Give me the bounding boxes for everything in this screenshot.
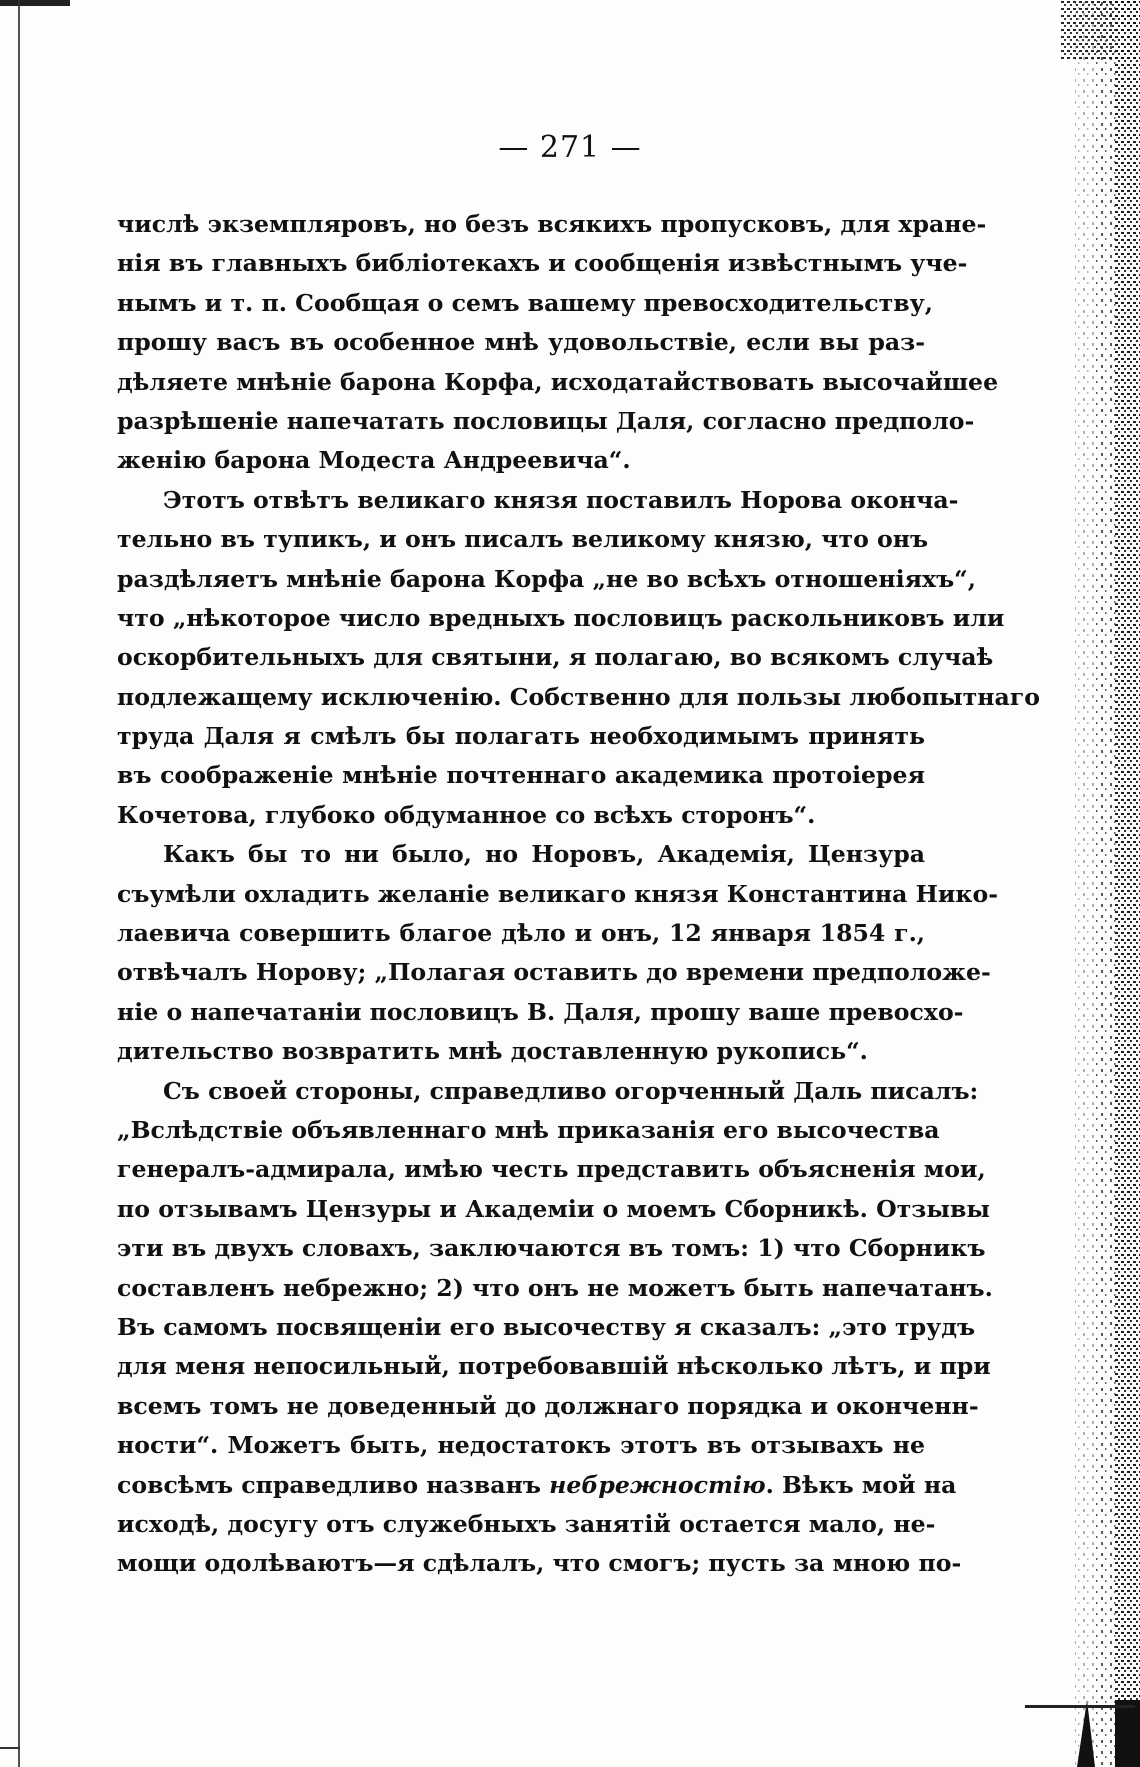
text-line: Кочетова, глубоко обдуманное со всѣхъ сторонъ“.: [117, 800, 816, 829]
text-line: исходѣ, досугу отъ служебныхъ занятій остается мало, не-: [117, 1509, 936, 1538]
text-line: Какъ бы то ни было, но Норовъ, Академія, Цензура: [163, 840, 925, 869]
text-line: мощи одолѣваютъ—я сдѣлалъ, что смогъ; пусть за мною по-: [117, 1549, 962, 1578]
text-line: разрѣшеніе напечатать пословицы Даля, согласно предполо-: [117, 406, 975, 435]
scan-edge-top: [0, 0, 70, 6]
text-line: дительство возвратить мнѣ доставленную рукопись“.: [117, 1037, 868, 1066]
text-line: числѣ экземпляровъ, но безъ всякихъ пропусковъ, для хране-: [117, 210, 987, 238]
text-line: составленъ небрежно; 2) что онъ не можетъ быть напечатанъ.: [117, 1273, 993, 1302]
text-line: по отзывамъ Цензуры и Академіи о моемъ Сборникѣ. Отзывы: [117, 1194, 991, 1223]
scan-edge-bottom: [0, 1747, 20, 1749]
text-line: генералъ-адмирала, имѣю честь представить объясненія мои,: [117, 1155, 986, 1184]
text-line: женію барона Модеста Андреевича“.: [117, 446, 631, 475]
text-line: въ соображеніе мнѣніе почтеннаго академика протоіерея: [117, 761, 925, 790]
text-line: что „нѣкоторое число вредныхъ пословицъ раскольниковъ или: [117, 603, 1005, 632]
text-line: прошу васъ въ особенное мнѣ удовольствіе, если вы раз-: [117, 328, 925, 357]
text-segment: . Вѣкъ мой на: [765, 1470, 957, 1499]
text-line: раздѣляетъ мнѣніе барона Корфа „не во всѣхъ отношеніяхъ“,: [117, 564, 976, 593]
text-line: [117, 1466, 957, 1505]
page-number: — 271 —: [498, 130, 642, 165]
text-line: нія въ главныхъ библіотекахъ и сообщенія извѣстнымъ уче-: [117, 249, 968, 278]
text-line: лаевича совершить благое дѣло и онъ, 12 января 1854 г.,: [117, 919, 925, 948]
text-line: отвѣчалъ Норову; „Полагая оставить до времени предположе-: [117, 958, 991, 987]
text-line: для меня непосильный, потребовавшій нѣсколько лѣтъ, и при: [117, 1352, 991, 1381]
text-line: нымъ и т. п. Сообщая о семъ вашему превосходительству,: [117, 288, 933, 317]
text-line: оскорбительныхъ для святыни, я полагаю, во всякомъ случаѣ: [117, 643, 994, 672]
text-line: Этотъ отвѣтъ великаго князя поставилъ Норова оконча-: [163, 485, 959, 514]
text-line: всемъ томъ не доведенный до должнаго порядка и оконченн-: [117, 1391, 979, 1420]
scan-edge-left: [18, 0, 20, 1767]
text-line: „Вслѣдствіе объявленнаго мнѣ приказанія его высочества: [117, 1115, 940, 1144]
text-line: тельно въ тупикъ, и онъ писалъ великому князю, что онъ: [117, 525, 929, 554]
text-line: подлежащему исключенію. Собственно для пользы любопытнаго: [117, 682, 1041, 711]
text-line: ности“. Можетъ быть, недостатокъ этотъ въ отзывахъ не: [117, 1431, 925, 1460]
text-line: дѣляете мнѣніе барона Корфа, исходатайствовать высочайшее: [117, 367, 999, 396]
italic-emphasis: небрежностію: [549, 1470, 766, 1499]
text-line: ніе о напечатаніи пословицъ В. Даля, прошу ваше превосхо-: [117, 997, 964, 1026]
text-line: Съ своей стороны, справедливо огорченный Даль писалъ:: [163, 1076, 979, 1105]
text-line: Въ самомъ посвященіи его высочеству я сказалъ: „это трудъ: [117, 1312, 976, 1341]
text-line: съумѣли охладить желаніе великаго князя Константина Нико-: [117, 879, 998, 908]
text-segment: совсѣмъ справедливо названъ: [117, 1470, 550, 1499]
text-line: труда Даля я смѣлъ бы полагать необходимымъ принять: [117, 722, 925, 751]
body-text: [117, 205, 1041, 1584]
text-line: эти въ двухъ словахъ, заключаются въ томъ: 1) что Сборникъ: [117, 1234, 986, 1263]
